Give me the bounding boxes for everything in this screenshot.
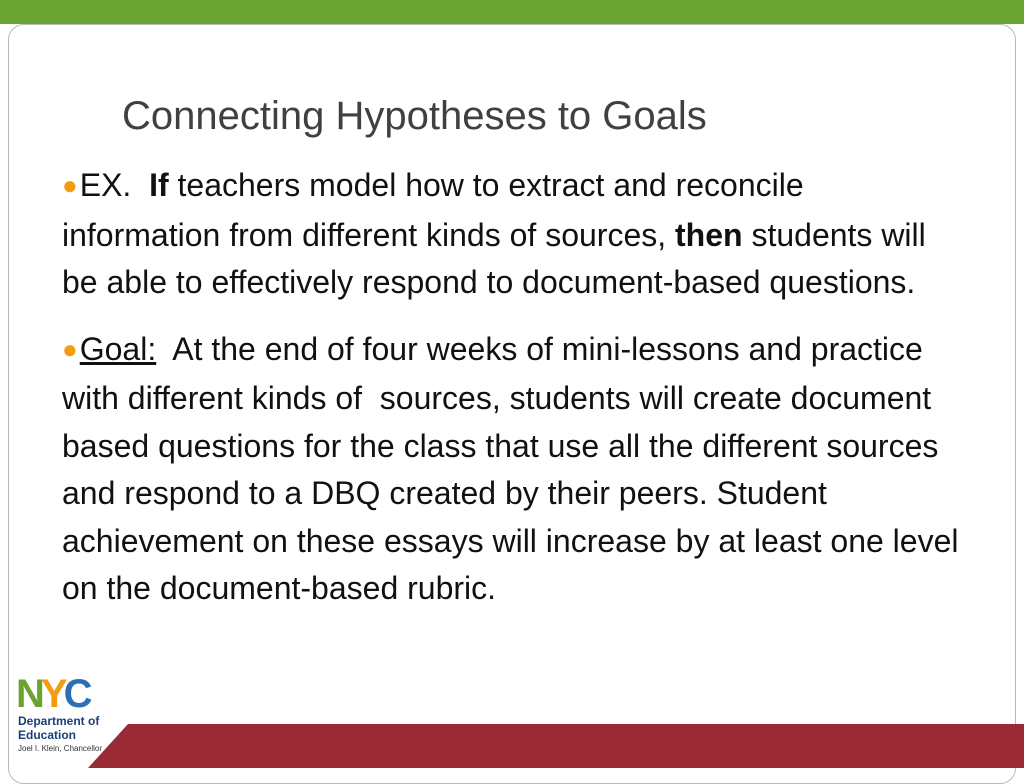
example-lead: EX. — [79, 167, 132, 203]
logo-chancellor-text: Joel I. Klein, Chancellor — [18, 744, 103, 753]
goal-label: Goal: — [79, 330, 157, 367]
if-keyword: If — [149, 167, 169, 203]
example-text-part1: teachers model how to extract and reconcile information from different kinds of sources, — [62, 167, 804, 253]
bottom-red-band — [88, 724, 1024, 768]
bullet-icon: ● — [62, 170, 78, 200]
logo-education-text: Education — [18, 728, 77, 742]
bullet-icon: ● — [62, 333, 78, 364]
nyc-logo-letters: NYC — [16, 672, 89, 716]
then-keyword: then — [675, 216, 743, 253]
goal-text: At the end of four weeks of mini-lessons and practice with different kinds of sources, students will create document based questions for the class that use all the different sources and respond to a DBQ created by their peers. Student achievement on these essays will increase by at least one level on the document-based rubric. — [62, 330, 968, 606]
goal-paragraph — [62, 326, 968, 613]
top-green-bar — [0, 0, 1024, 24]
logo-department-text: Department of — [18, 714, 100, 728]
slide-title: Connecting Hypotheses to Goals — [122, 94, 707, 138]
slide-content — [62, 162, 968, 632]
example-paragraph — [62, 162, 962, 307]
nyc-doe-logo — [16, 674, 126, 764]
example-text-part2: students will be able to effectively respond to document-based questions. — [62, 216, 926, 300]
